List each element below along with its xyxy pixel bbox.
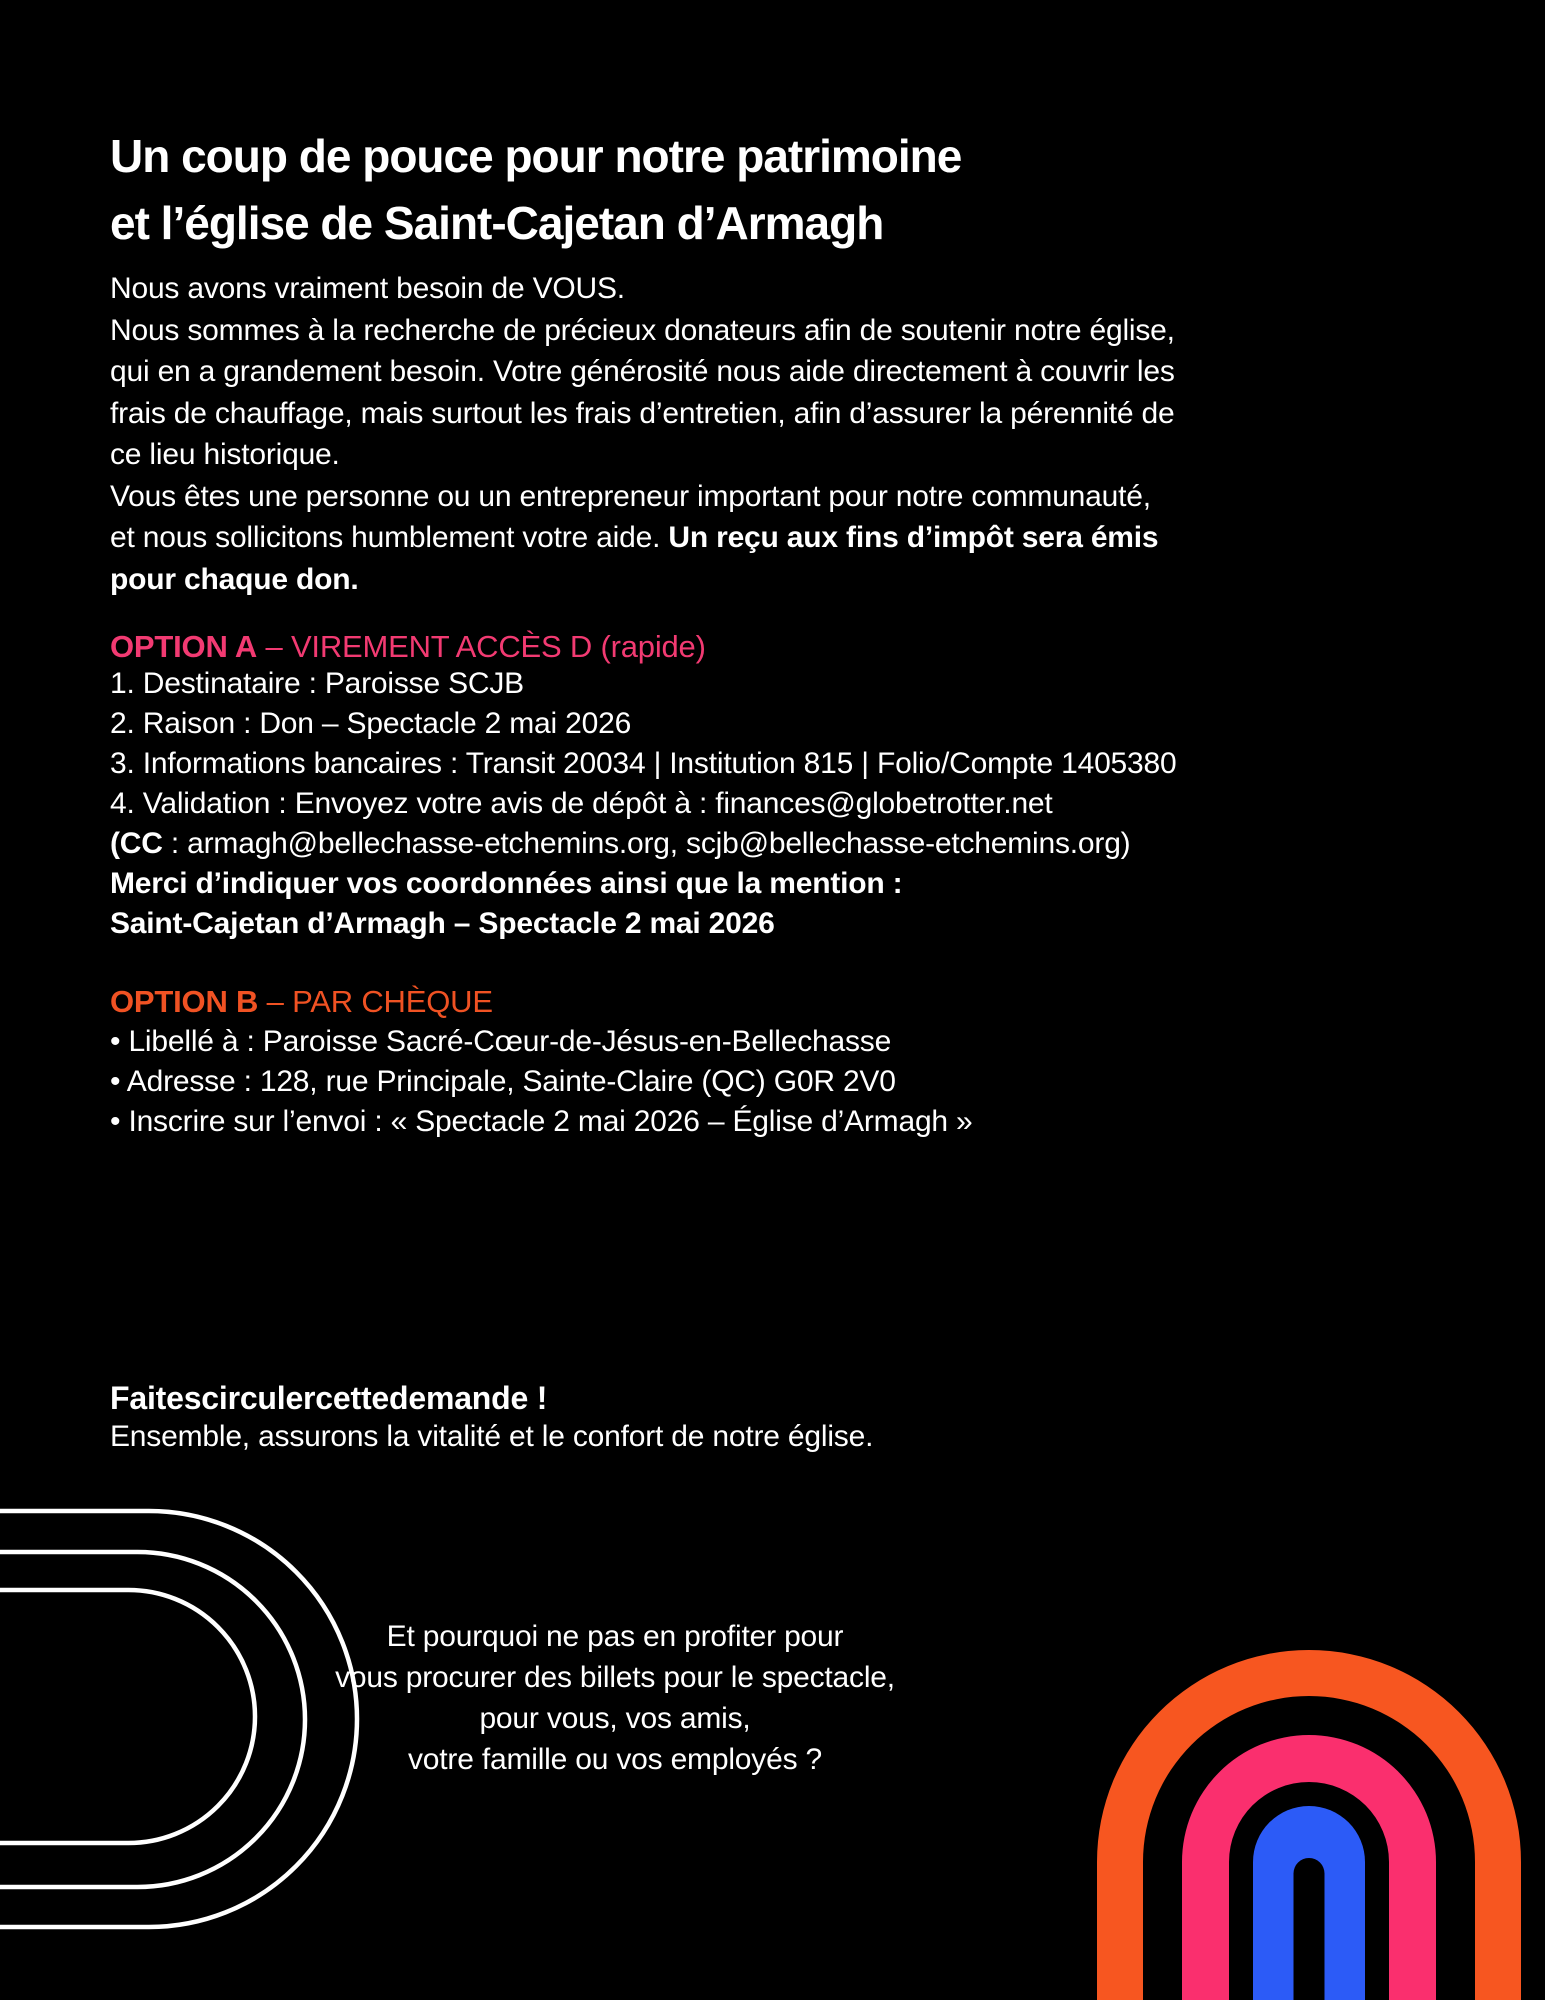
option-a-cc-rest: : armagh@bellechasse-etchemins.org, scjb@bellechasse-etchemins.org): [162, 827, 1131, 860]
option-b-list: [110, 1022, 973, 1142]
tickets-line: vous procurer des billets pour le spectacle,: [335, 1661, 895, 1694]
option-a-cc-line: [110, 824, 1177, 864]
option-b-item: • Libellé à : Paroisse Sacré-Cœur-de-Jésus-en-Bellechasse: [110, 1025, 892, 1058]
option-a-heading: [110, 627, 706, 667]
tickets-line: votre famille ou vos employés ?: [408, 1743, 822, 1776]
stadium-outline-middle: [0, 1552, 305, 1887]
option-a-label: OPTION A: [110, 629, 258, 664]
option-a-note-line1: Merci d’indiquer vos coordonnées ainsi que la mention :: [110, 867, 903, 900]
rainbow-arches-decoration: [1080, 1640, 1545, 2000]
option-a-item: 2. Raison : Don – Spectacle 2 mai 2026: [110, 707, 632, 740]
intro-line: Vous êtes une personne ou un entrepreneur important pour notre communauté,: [110, 479, 1151, 513]
page-title-line1: Un coup de pouce pour notre patrimoine: [110, 130, 962, 182]
intro-line: frais de chauffage, mais surtout les frais d’entretien, afin d’assurer la pérennité de: [110, 396, 1175, 430]
option-a-item: 1. Destinataire : Paroisse SCJB: [110, 667, 524, 700]
option-b-heading: [110, 982, 493, 1022]
option-a-item: 3. Informations bancaires : Transit 20034 | Institution 815 | Folio/Compte 1405380: [110, 747, 1177, 780]
option-a-cc-bold: (CC: [110, 827, 163, 860]
option-a-note-line2: Saint-Cajetan d’Armagh – Spectacle 2 mai 2026: [110, 907, 775, 940]
option-b-label: OPTION B: [110, 984, 259, 1019]
option-b-item: • Inscrire sur l’envoi : « Spectacle 2 mai 2026 – Église d’Armagh »: [110, 1105, 973, 1138]
tickets-teaser: [295, 1616, 935, 1780]
option-a-list: [110, 664, 1177, 944]
intro-line: Nous sommes à la recherche de précieux donateurs afin de soutenir notre église,: [110, 313, 1175, 347]
arch-blue-center-slot: [1294, 1858, 1325, 2000]
intro-line: Nous avons vraiment besoin de VOUS.: [110, 272, 625, 305]
intro-line7-regular: et nous sollicitons humblement votre aide.: [110, 521, 669, 554]
page-title-line2: et l’église de Saint-Cajetan d’Armagh: [110, 197, 884, 249]
intro-line: [110, 517, 1175, 559]
option-a-item: 4. Validation : Envoyez votre avis de dépôt à : finances@globetrotter.net: [110, 787, 1053, 820]
share-subline: Ensemble, assurons la vitalité et le confort de notre église.: [110, 1420, 874, 1453]
stadium-outlines-decoration: [0, 1490, 380, 1950]
option-b-subtitle: – PAR CHÈQUE: [258, 984, 493, 1019]
intro-line: qui en a grandement besoin. Votre générosité nous aide directement à couvrir les: [110, 355, 1175, 388]
tickets-line: Et pourquoi ne pas en profiter pour: [386, 1620, 844, 1653]
intro-line: ce lieu historique.: [110, 438, 340, 471]
stadium-outline-inner: [0, 1590, 255, 1843]
intro-line7-bold: Un reçu aux fins d’impôt sera émis: [668, 521, 1159, 554]
tickets-line: pour vous, vos amis,: [479, 1702, 751, 1735]
option-a-subtitle: – VIREMENT ACCÈS D (rapide): [257, 629, 706, 664]
page-title: [110, 123, 961, 257]
intro-paragraph: [110, 268, 1175, 600]
share-headline: Faitescirculercettedemande !: [110, 1380, 548, 1416]
option-b-item: • Adresse : 128, rue Principale, Sainte-Claire (QC) G0R 2V0: [110, 1065, 896, 1098]
intro-line8-bold: pour chaque don.: [110, 562, 359, 596]
